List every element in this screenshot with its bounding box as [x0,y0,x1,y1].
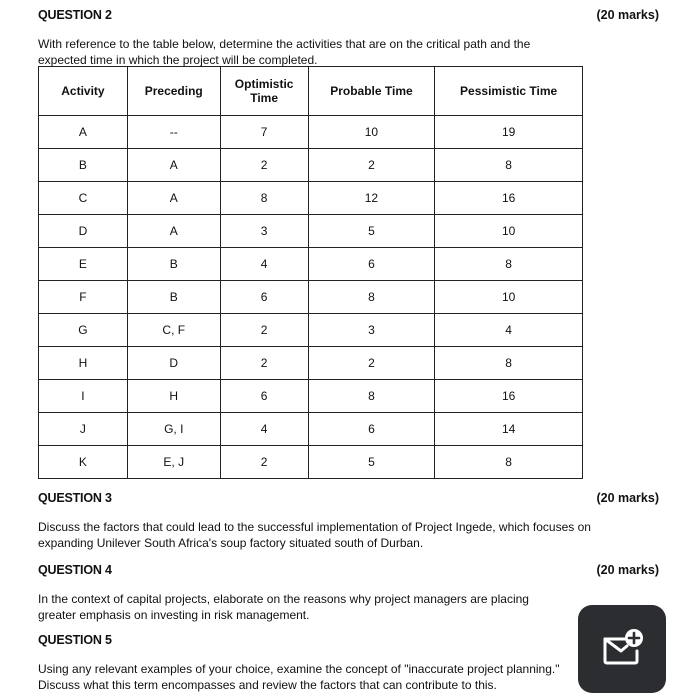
mail-add-icon [599,625,645,674]
cell-activity: I [39,380,128,413]
table-row [39,446,583,479]
cell-pessimistic: 16 [435,380,583,413]
compose-button[interactable] [578,605,666,693]
header-optimistic-label: Optimistic Time [234,77,294,105]
cell-activity: F [39,281,128,314]
cell-optimistic: 6 [220,281,308,314]
cell-pessimistic: 4 [435,314,583,347]
cell-pessimistic: 10 [435,281,583,314]
cell-preceding: D [127,347,220,380]
cell-optimistic: 8 [220,182,308,215]
question-5-text: Using any relevant examples of your choice, examine the concept of "inaccurate project planning." Discuss what this term encompasses and review the factors that can contribute to this. [38,662,560,692]
question-2-marks: (20 marks) [596,8,659,22]
cell-preceding: B [127,281,220,314]
cell-activity: G [39,314,128,347]
question-4-marks: (20 marks) [596,563,659,577]
cell-probable: 2 [308,149,435,182]
cell-pessimistic: 8 [435,347,583,380]
cell-activity: B [39,149,128,182]
header-pessimistic-time: Pessimistic Time [435,67,583,116]
cell-pessimistic: 8 [435,446,583,479]
cell-pessimistic: 8 [435,149,583,182]
header-optimistic-time [220,67,308,116]
cell-optimistic: 2 [220,314,308,347]
cell-probable: 12 [308,182,435,215]
cell-preceding: -- [127,116,220,149]
cell-preceding: G, I [127,413,220,446]
cell-optimistic: 7 [220,116,308,149]
cell-probable: 8 [308,380,435,413]
cell-probable: 3 [308,314,435,347]
cell-activity: J [39,413,128,446]
cell-probable: 10 [308,116,435,149]
table-header-row [39,67,583,116]
cell-activity: K [39,446,128,479]
cell-probable: 8 [308,281,435,314]
cell-probable: 6 [308,248,435,281]
question-3-text: Discuss the factors that could lead to the successful implementation of Project Ingede, which focuses on expanding Unilever South Africa's soup factory situated south of Durban. [38,520,591,550]
cell-preceding: C, F [127,314,220,347]
table-row [39,314,583,347]
header-activity: Activity [39,67,128,116]
question-5-heading: QUESTION 5 [38,633,112,647]
activity-table [38,66,583,479]
cell-activity: D [39,215,128,248]
cell-preceding: A [127,149,220,182]
cell-activity: E [39,248,128,281]
cell-optimistic: 4 [220,413,308,446]
table-row [39,248,583,281]
table-row [39,149,583,182]
table-row [39,281,583,314]
cell-preceding: A [127,182,220,215]
cell-preceding: B [127,248,220,281]
table-row [39,347,583,380]
table-row [39,215,583,248]
table-row [39,116,583,149]
cell-probable: 5 [308,215,435,248]
cell-preceding: E, J [127,446,220,479]
cell-activity: H [39,347,128,380]
cell-pessimistic: 8 [435,248,583,281]
cell-pessimistic: 14 [435,413,583,446]
question-4-text: In the context of capital projects, elaborate on the reasons why project managers are placing greater emphasis on investing in risk management. [38,592,529,622]
cell-preceding: A [127,215,220,248]
question-4-heading: QUESTION 4 [38,563,112,577]
cell-optimistic: 2 [220,446,308,479]
question-3-heading: QUESTION 3 [38,491,112,505]
table-row [39,380,583,413]
table-row [39,413,583,446]
cell-activity: C [39,182,128,215]
cell-optimistic: 2 [220,149,308,182]
cell-pessimistic: 16 [435,182,583,215]
header-preceding: Preceding [127,67,220,116]
question-2-heading: QUESTION 2 [38,8,112,22]
cell-pessimistic: 19 [435,116,583,149]
cell-probable: 6 [308,413,435,446]
question-3-marks: (20 marks) [596,491,659,505]
cell-pessimistic: 10 [435,215,583,248]
cell-optimistic: 6 [220,380,308,413]
table-row [39,182,583,215]
header-probable-time: Probable Time [308,67,435,116]
cell-optimistic: 3 [220,215,308,248]
cell-probable: 5 [308,446,435,479]
cell-optimistic: 4 [220,248,308,281]
cell-optimistic: 2 [220,347,308,380]
question-2-instruction: With reference to the table below, determine the activities that are on the critical path and the expected time in which the project will be completed. [38,37,531,67]
cell-probable: 2 [308,347,435,380]
cell-preceding: H [127,380,220,413]
cell-activity: A [39,116,128,149]
